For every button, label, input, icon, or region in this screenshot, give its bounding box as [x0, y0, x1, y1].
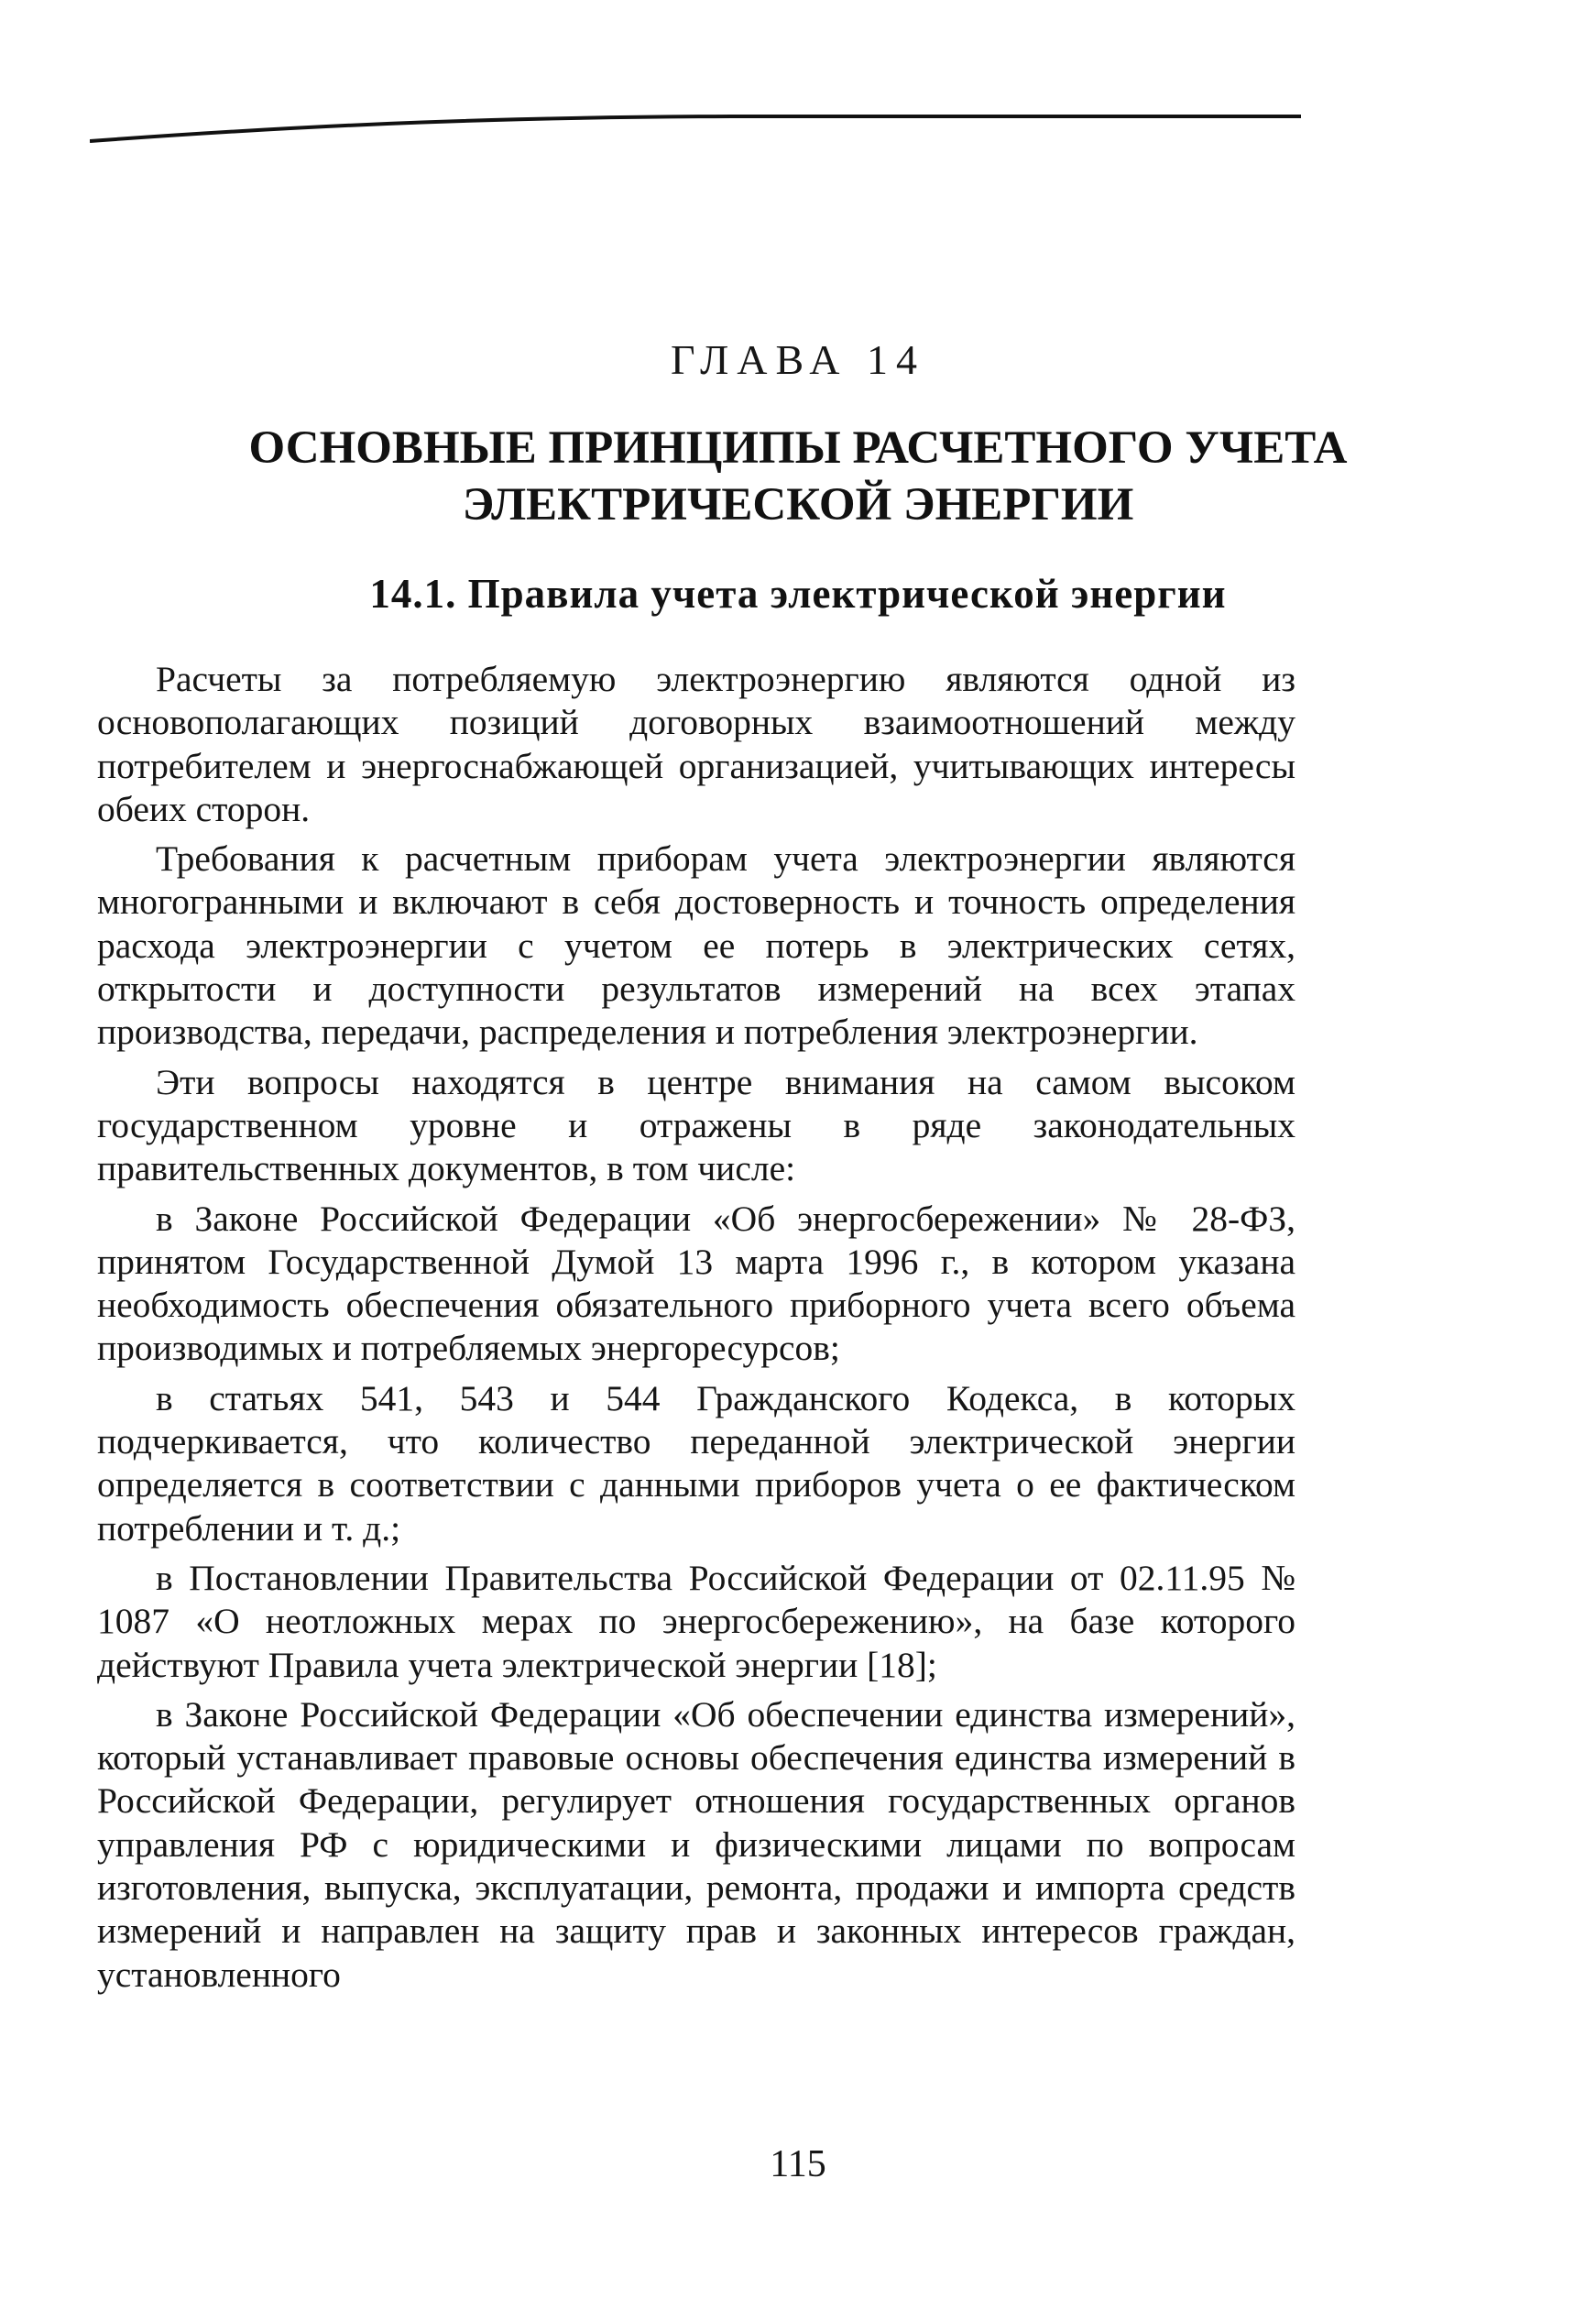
- chapter-title-line: ОСНОВНЫЕ ПРИНЦИПЫ РАСЧЕТНОГО УЧЕТА: [248, 422, 1348, 474]
- list-item: в статьях 541, 543 и 544 Гражданского Кодекса, в которых подчеркивается, что количество переданной электрической энергии определяется в соответствии с данными приборов учета о ее фактическом потреблении и т. д.;: [97, 1377, 1295, 1549]
- list-item: в Законе Российской Федерации «Об обеспечении единства измерений», который устанавливает правовые основы обеспечения единства измерений в Российской Федерации, регулирует отношения государственных органов управления РФ с юридическими и физическими лицами по вопросам изготовления, выпуска, эксплуатации, ремонта, продажи и импорта средств измерений и направлен на защиту прав и законных интересов граждан, установленного: [97, 1693, 1295, 1995]
- page-number: 115: [770, 2143, 826, 2185]
- paragraph: Расчеты за потребляемую электроэнергию являются одной из основополагающих позиций договорных взаимоотношений между потребителем и энергоснабжающей организацией, учитывающих интересы обеих сторон.: [97, 659, 1295, 829]
- chapter-label: ГЛАВА 14: [670, 336, 926, 383]
- paragraph: Требования к расчетным приборам учета электроэнергии являются многогранными и включают в себя достоверность и точность определения расхода электроэнергии с учетом ее потерь в электрических сетях, открытости и доступности результатов измерений на всех этапах производства, передачи, распределения и потребления электроэнергии.: [97, 838, 1295, 1053]
- chapter-title-line: ЭЛЕКТРИЧЕСКОЙ ЭНЕРГИИ: [462, 479, 1134, 531]
- list-item: в Постановлении Правительства Российской Федерации от 02.11.95 № 1087 «О неотложных мерах по энергосбережению», на базе которого действуют Правила учета электрической энергии [18];: [97, 1557, 1295, 1685]
- list-item: в Законе Российской Федерации «Об энергосбережении» № 28-ФЗ, принятом Государственной Думой 13 марта 1996 г., в котором указана необходимость обеспечения обязательного приборного учета всего объема производимых и потребляемых энергоресурсов;: [97, 1198, 1295, 1369]
- body-text: [97, 658, 1295, 2003]
- section-title: 14.1. Правила учета электрической энергии: [369, 571, 1227, 617]
- top-rule: [90, 114, 1301, 147]
- paragraph: Эти вопросы находятся в центре внимания на самом высоком государственном уровне и отражены в ряде законодательных правительственных документов, в том числе:: [97, 1061, 1295, 1189]
- chapter-title: [0, 420, 1596, 533]
